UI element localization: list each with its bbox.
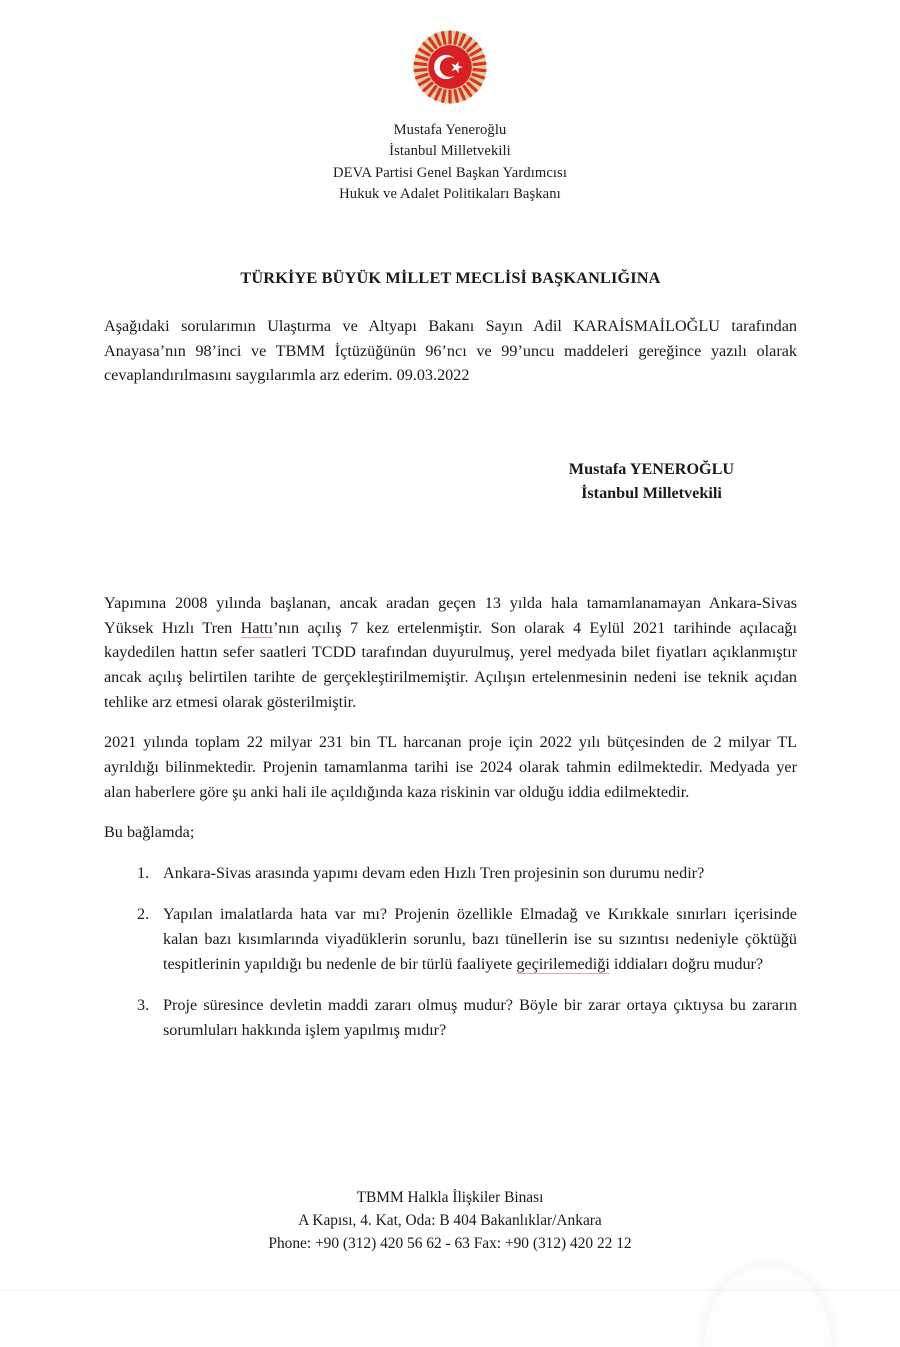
- question-item-2: [104, 902, 797, 976]
- main-text-section: [104, 591, 797, 1042]
- question-item-2-part-a: Yapılan imalatlarda hata var mı? Projenin özellikle Elmadağ ve Kırıkkale sınırları içerisinde kalan bazı kısımlarında viyadüklerin sorunlu, bazı tünellerin ise su sızıntısı nedeniyle çöktüğü tespitlerinin yapıldığı bu nedenle de bir türlü faaliyete: [163, 905, 797, 973]
- misspelled-word-hatti: Hattı: [240, 618, 273, 637]
- question-item-2-part-b: iddiaları doğru mudur?: [609, 954, 764, 973]
- body-paragraph-2: 2021 yılında toplam 22 milyar 231 bin TL harcanan proje için 2022 yılı bütçesinden de 2 milyar TL ayrıldığı bilinmektedir. Projenin tamamlanma tarihi ise 2024 olarak tahmin edilmektedir. Medyada yer alan haberlere göre şu anki hali ile açıldığında kaza riskinin var olduğu iddia edilmektedir.: [104, 733, 797, 801]
- lead-in-text: Bu bağlamda;: [104, 823, 195, 842]
- addressee-heading: TÜRKİYE BÜYÜK MİLLET MECLİSİ BAŞKANLIĞINA: [240, 268, 661, 287]
- signature-block: [506, 458, 797, 505]
- question-item-3: Proje süresince devletin maddi zararı olmuş mudur? Böyle bir zarar ortaya çıktıysa bu zararın sorumluları hakkında işlem yapılmış mıdır?: [163, 996, 797, 1039]
- document-body: [104, 268, 797, 1043]
- question-item-1: Ankara-Sivas arasında yapımı devam eden Hızlı Tren projesinin son durumu nedir?: [163, 863, 705, 882]
- letterhead-line-policy-role: Hukuk ve Adalet Politikaları Başkanı: [339, 186, 561, 203]
- intro-paragraph: Aşağıdaki sorularımın Ulaştırma ve Altyapı Bakanı Sayın Adil KARAİSMAİLOĞLU tarafından Anayasa’nın 98’inci ve TBMM İçtüzüğünün 96’ncı ve 99’uncu maddeleri gereğince yazılı olarak cevaplandırılmasını saygılarımla arz ederim. 09.03.2022: [104, 317, 797, 385]
- letterhead-line-name: Mustafa Yeneroğlu: [393, 122, 507, 138]
- footer-contact: Phone: +90 (312) 420 56 62 - 63 Fax: +90 (312) 420 22 12: [268, 1234, 632, 1252]
- letterhead-text-block: [0, 120, 900, 206]
- footer-address: A Kapısı, 4. Kat, Oda: B 404 Bakanlıklar/Ankara: [298, 1211, 602, 1229]
- misspelled-word-gecirilemedigi: geçirilemediği: [516, 954, 610, 973]
- signature-title: İstanbul Milletvekili: [581, 483, 722, 502]
- body-paragraph-1: [104, 591, 797, 714]
- letterhead-line-role: İstanbul Milletvekili: [389, 143, 511, 160]
- letterhead: [0, 0, 900, 206]
- questions-list: [104, 861, 797, 1043]
- document-footer: [0, 1186, 900, 1255]
- scan-bottom-edge: [0, 1287, 900, 1291]
- scan-artifact-arc: [704, 1265, 832, 1347]
- footer-building: TBMM Halkla İlişkiler Binası: [356, 1188, 544, 1206]
- tbmm-emblem-icon: [411, 28, 489, 106]
- letterhead-line-party-role: DEVA Partisi Genel Başkan Yardımcısı: [333, 164, 567, 181]
- signature-name: Mustafa YENEROĞLU: [568, 459, 735, 478]
- body-paragraph-1-part-a: Yapımına 2008 yılında başlanan, ancak aradan geçen 13 yılda hala tamamlanamayan Ankara-Sivas Yüksek Hızlı Tren: [104, 594, 797, 637]
- body-paragraph-1-part-b: ’nın açılış 7 kez ertelenmiştir. Son olarak 4 Eylül 2021 tarihinde açılacağı kaydedilen hattın sefer saatleri TCDD tarafından duyurulmuş, yerel medyada bilet fiyatları açıklanmıştır ancak açılış belirtilen tarihte de gerçekleştirilmemiştir. Açılışın ertelenmesinin nedeni ise teknik açıdan tehlike arz etmesi olarak gösterilmiştir.: [104, 618, 797, 711]
